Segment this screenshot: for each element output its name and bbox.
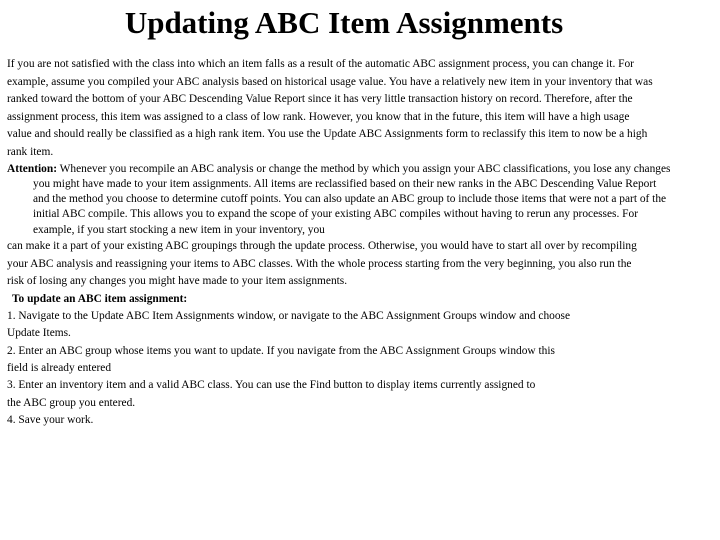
- text-line: can make it a part of your existing ABC groupings through the update process. Otherwise, you would have to start all over by recompiling: [7, 240, 637, 253]
- text-line: your ABC analysis and reassigning your items to ABC classes. With the whole process starting from the very beginning, you also run the: [7, 257, 632, 270]
- step-line: 2. Enter an ABC group whose items you want to update. If you navigate from the ABC Assignment Groups window this: [7, 344, 555, 357]
- text-line: rank item.: [7, 145, 54, 158]
- continuation-paragraph: [7, 238, 707, 308]
- attention-text: Whenever you recompile an ABC analysis or change the method by which you assign your ABC classifications, you lose any changes: [56, 162, 671, 175]
- text-line: example, if you start stocking a new item in your inventory, you: [33, 223, 325, 236]
- intro-paragraph: [7, 56, 707, 162]
- attention-label: Attention:: [7, 162, 57, 175]
- text-line: If you are not satisfied with the class into which an item falls as a result of the automatic ABC assignment process, you can change it. For: [7, 58, 634, 70]
- text-line: [7, 162, 707, 177]
- text-line: assignment process, this item was assigned to a class of low rank. However, you know that in the future, this item will have a high usage: [7, 110, 630, 123]
- step-line: 3. Enter an inventory item and a valid ABC class. You can use the Find button to display items currently assigned to: [7, 379, 536, 392]
- attention-note: [7, 162, 707, 238]
- text-line: you might have made to your item assignments. All items are reclassified based on their new ranks in the ABC Descending Value Report: [33, 177, 657, 190]
- text-line: risk of losing any changes you might have made to your item assignments.: [7, 275, 348, 288]
- procedure-heading: To update an ABC item assignment:: [12, 292, 188, 305]
- step-line: field is already entered: [7, 361, 112, 374]
- text-line: ranked toward the bottom of your ABC Descending Value Report since it has very little transaction history on record. Therefore, after the: [7, 93, 633, 106]
- step-line: Update Items.: [7, 327, 71, 340]
- step-line: 4. Save your work.: [7, 413, 94, 426]
- procedure-steps: [7, 308, 707, 429]
- text-line: example, assume you compiled your ABC analysis based on historical usage value. You have a relatively new item in your inventory that was: [7, 75, 653, 88]
- page-title: Updating ABC Item Assignments: [124, 5, 564, 40]
- text-line: value and should really be classified as a high rank item. You use the Update ABC Assignments form to reclassify this item to now be a high: [7, 128, 648, 141]
- text-line: initial ABC compile. This allows you to expand the scope of your existing ABC compiles without having to rerun any processes. For: [33, 208, 638, 221]
- step-line: 1. Navigate to the Update ABC Item Assignments window, or navigate to the ABC Assignment Groups window and choose: [7, 310, 571, 323]
- text-line: and the method you choose to determine cutoff points. You can also update an ABC group to include those items that were not a part of the: [33, 193, 667, 206]
- document-body: [7, 56, 707, 429]
- step-line: the ABC group you entered.: [7, 396, 136, 409]
